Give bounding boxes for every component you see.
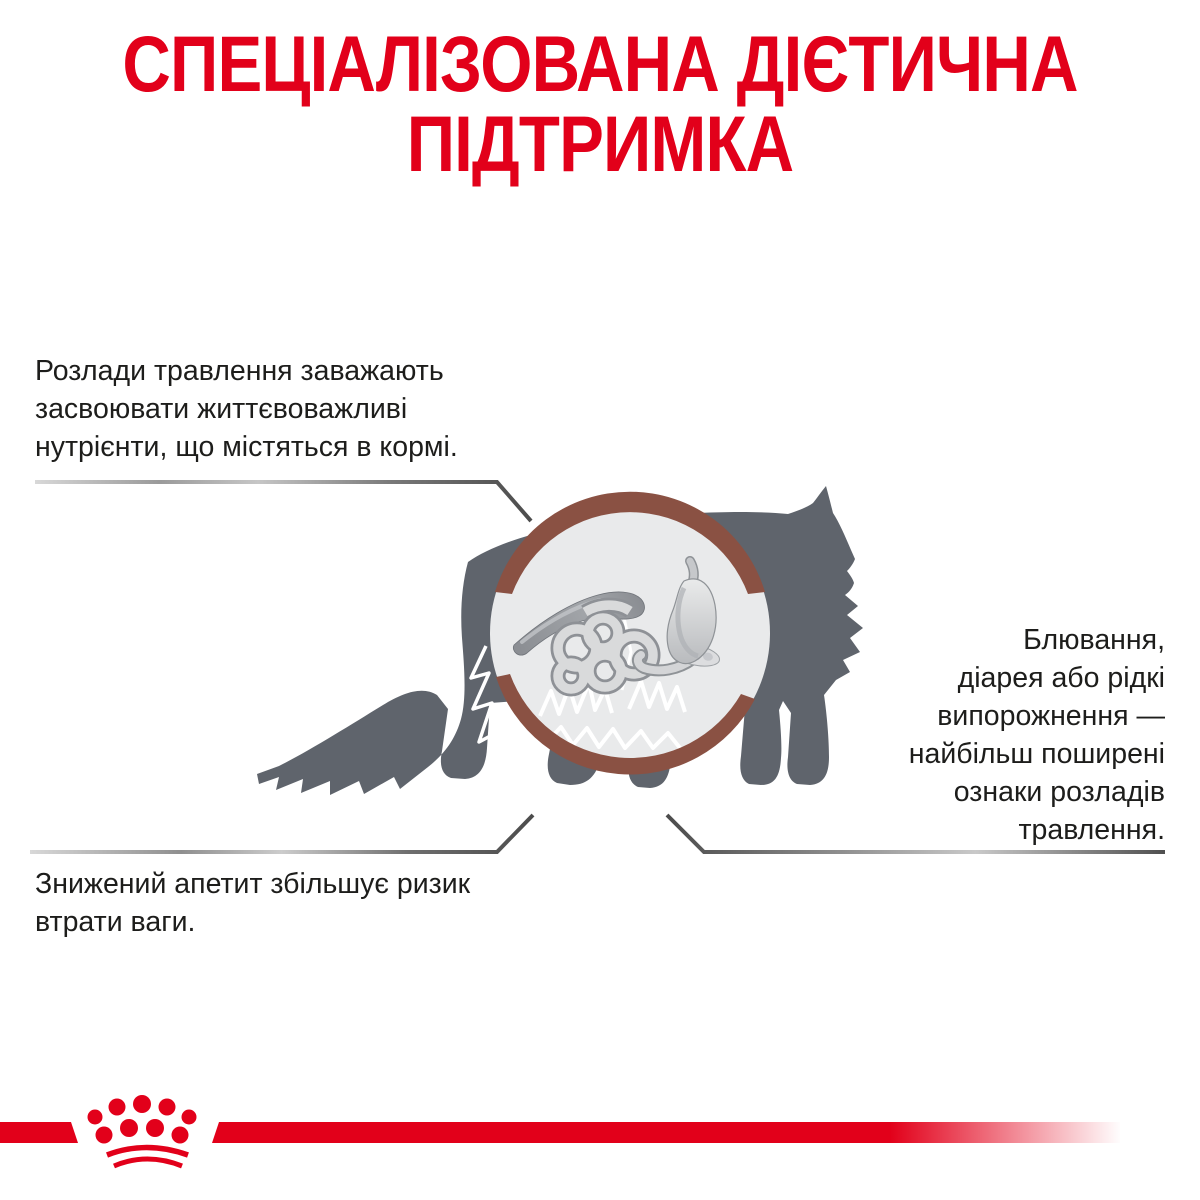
callout-digestion-line-3: нутрієнти, що містяться в кормі. bbox=[35, 431, 458, 463]
crown-icon bbox=[88, 1095, 197, 1166]
callout-appetite-line-1: Знижений апетит збільшує ризик bbox=[35, 868, 471, 900]
callout-symptoms-line-6: травлення. bbox=[1018, 814, 1165, 846]
callout-symptoms-line-1: Блювання, bbox=[1023, 624, 1165, 656]
callout-symptoms-line-3: випорожнення — bbox=[937, 700, 1165, 732]
callout-digestion-line-1: Розлади травлення заважають bbox=[35, 355, 444, 387]
connector-line-top-left bbox=[35, 482, 531, 521]
royal-canin-crown-logo bbox=[0, 1095, 1120, 1166]
callout-symptoms bbox=[909, 621, 1165, 849]
page-title-line-1: СПЕЦІАЛІЗОВАНА ДІЄТИЧНА bbox=[122, 19, 1078, 108]
connector-line-bottom-left bbox=[30, 815, 533, 852]
logo-bar-right bbox=[212, 1122, 1120, 1143]
callout-digestion-line-2: засвоювати життєвоважливі bbox=[35, 393, 408, 425]
logo-bar-left bbox=[0, 1122, 78, 1143]
callout-symptoms-line-2: діарея або рідкі bbox=[957, 662, 1165, 694]
callout-symptoms-line-5: ознаки розладів bbox=[953, 776, 1165, 808]
callout-appetite bbox=[35, 865, 470, 941]
callout-appetite-line-2: втрати ваги. bbox=[35, 906, 196, 938]
callout-symptoms-line-4: найбільш поширені bbox=[908, 738, 1165, 770]
page-title-line-2: ПІДТРИМКА bbox=[406, 99, 794, 188]
callout-digestion bbox=[35, 352, 458, 466]
